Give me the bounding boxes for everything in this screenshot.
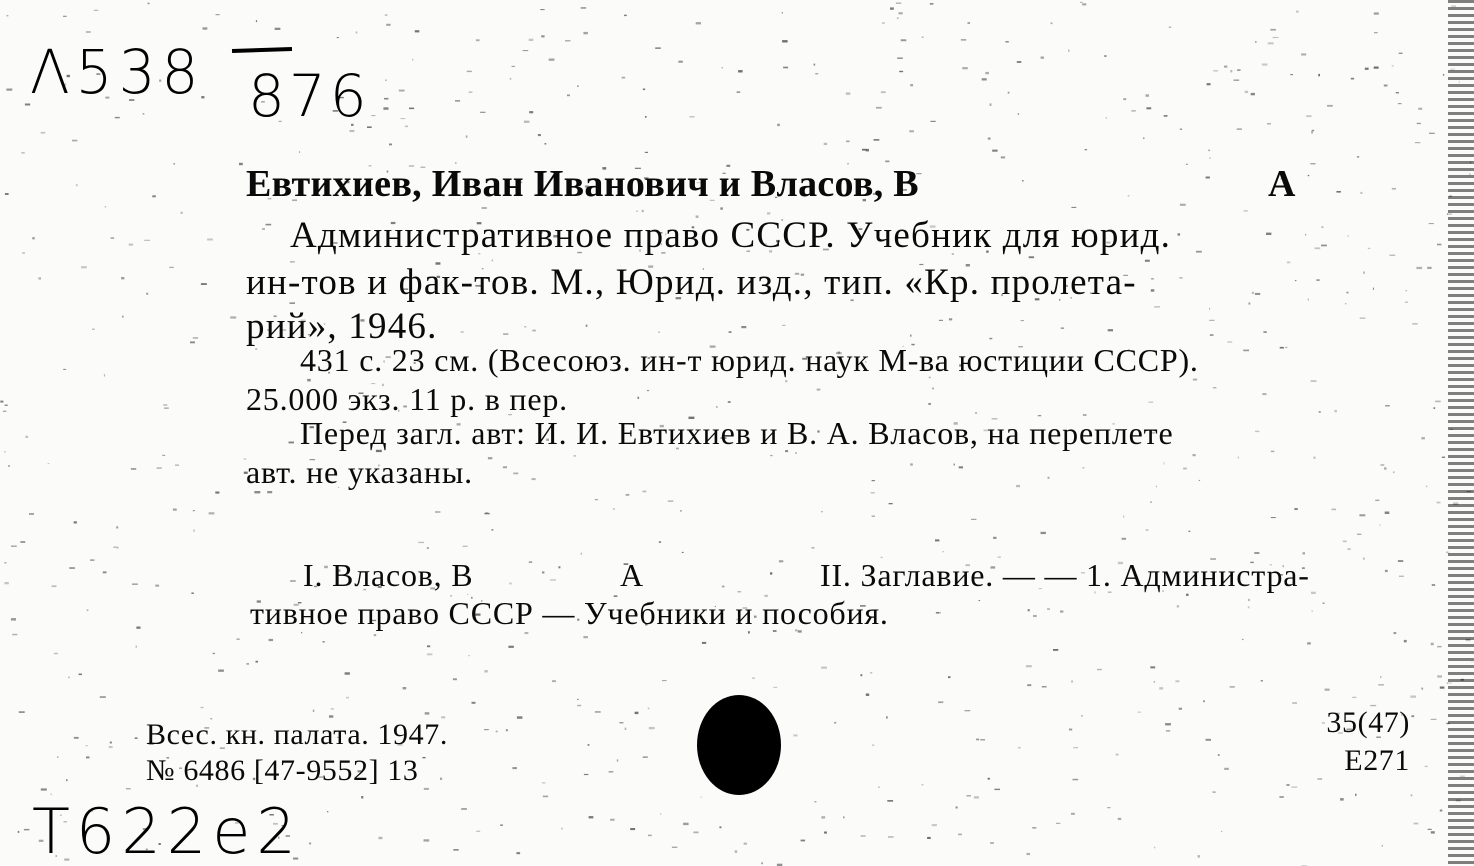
collation-line-1: 431 с. 23 см. (Всесоюз. ин-т юрид. наук М-ва юстиции СССР). [300,342,1199,378]
tracing-subject-cont: тивное право СССР — Учебники и пособия. [250,595,889,631]
publisher-line-2: № 6486 [47-9552] 13 [146,754,419,787]
title-line-2: ин-тов и фак-тов. М., Юрид. изд., тип. «Кр. пролета- [246,262,1137,303]
publisher-line-1: Всес. кн. палата. 1947. [146,718,448,751]
entry-heading: Евтихиев, Иван Иванович и Власов, В [246,163,919,205]
handwritten-shelfmark: Λ538 [30,36,205,108]
title-line-3: рий», 1946. [246,306,438,347]
punch-hole [697,695,781,795]
note-line-1: Перед загл. авт: И. И. Евтихиев и В. А. Власов, на переплете [300,415,1174,451]
card-edge [1448,0,1474,866]
collation-line-2: 25.000 экз. 11 р. в пер. [246,381,568,417]
handwritten-call-number: T622e2 [32,795,302,866]
tracing-title-subject: II. Заглавие. — — 1. Администра- [820,557,1310,593]
handwritten-shelfmark-number: 876 [248,62,371,130]
title-line-1: Административное право СССР. Учебник для юрид. [290,215,1172,256]
author-mark: Е271 [1344,744,1410,777]
tracing-author-initial: А [620,557,644,593]
entry-heading-initial: А [1268,163,1296,205]
note-line-2: авт. не указаны. [246,454,473,490]
class-number: 35(47) [1326,706,1410,739]
tracing-author: I. Власов, В [303,557,474,593]
